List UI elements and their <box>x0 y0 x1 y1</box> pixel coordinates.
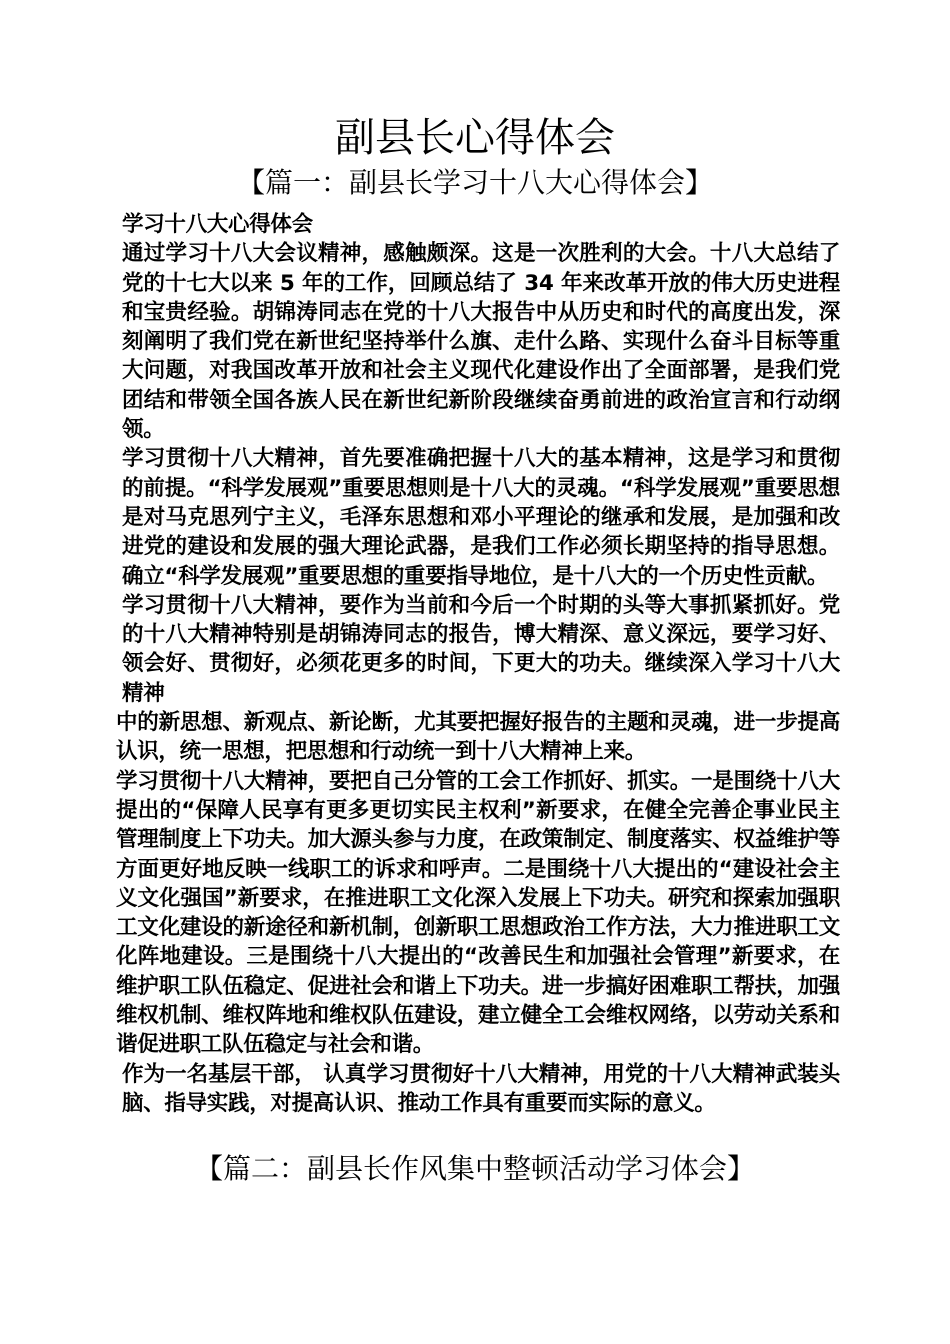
section-two-heading: 【篇二：副县长作风集中整顿活动学习体会】 <box>194 1152 755 1185</box>
body-paragraph: 学习贯彻十八大精神，要把自己分管的工会工作抓好、抓实。一是围绕十八大提出的“保障人民享有更多更切实民主权利”新要求，在健全完善企事业民主管理制度上下功夫。加大源头参与力度，在政策制定、制度落实、权益维护等方面更好地反映一线职工的诉求和呼声。二是围绕十八大提出的“建设社会主义文化强国”新要求，在推进职工文化深入发展上下功夫。研究和探索加强职工文化建设的新途径和新机制，创新职工思想政治工作方法，大力推进职工文化阵地建设。三是围绕十八大提出的“改善民生和加强社会管理”新要求，在维护职工队伍稳定、促进社会和谐上下功夫。进一步搞好困难职工帮扶，加强维权机制、维权阵地和维权队伍建设，建立健全工会维权网络，以劳动关系和谐促进职工队伍稳定与社会和谐。 <box>116 768 840 1058</box>
body-paragraph: 中的新思想、新观点、新论断，尤其要把握好报告的主题和灵魂，进一步提高认识，统一思想，把思想和行动统一到十八大精神上来。 <box>116 710 840 765</box>
section-one-heading: 【篇一：副县长学习十八大心得体会】 <box>236 166 713 199</box>
document-title: 副县长心得体会 <box>335 115 615 161</box>
body-paragraph: 通过学习十八大会议精神，感触颇深。这是一次胜利的大会。十八大总结了党的十七大以来 5 年的工作，回顾总结了 34 年来改革开放的伟大历史进程和宝贵经验。胡锦涛同志在党的十八大报告中从历史和时代的高度出发，深刻阐明了我们党在新世纪坚持举什么旗、走什么路、实现什么奋斗目标等重大问题，对我国改革开放和社会主义现代化建设作出了全面部署，是我们党团结和带领全国各族人民在新世纪新阶段继续奋勇前进的政治宣言和行动纲领。 <box>122 241 840 443</box>
subheading-paragraph: 学习十八大心得体会 <box>122 212 313 237</box>
body-paragraph: 作为一名基层干部， 认真学习贯彻好十八大精神，用党的十八大精神武装头脑、指导实践，对提高认识、推动工作具有重要而实际的意义。 <box>122 1061 840 1116</box>
body-paragraph: 学习贯彻十八大精神，首先要准确把握十八大的基本精神，这是学习和贯彻的前提。“科学发展观”重要思想则是十八大的灵魂。“科学发展观”重要思想是对马克思列宁主义，毛泽东思想和邓小平理论的继承和发展，是加强和改进党的建设和发展的强大理论武器，是我们工作必须长期坚持的指导思想。确立“科学发展观”重要思想的重要指导地位，是十八大的一个历史性贡献。 <box>122 446 840 589</box>
document-body <box>116 210 840 1118</box>
body-paragraph: 学习贯彻十八大精神，要作为当前和今后一个时期的头等大事抓紧抓好。党的十八大精神特别是胡锦涛同志的报告，博大精深、意义深远，要学习好、领会好、贯彻好，必须花更多的时间，下更大的功夫。继续深入学习十八大精神 <box>122 592 840 706</box>
